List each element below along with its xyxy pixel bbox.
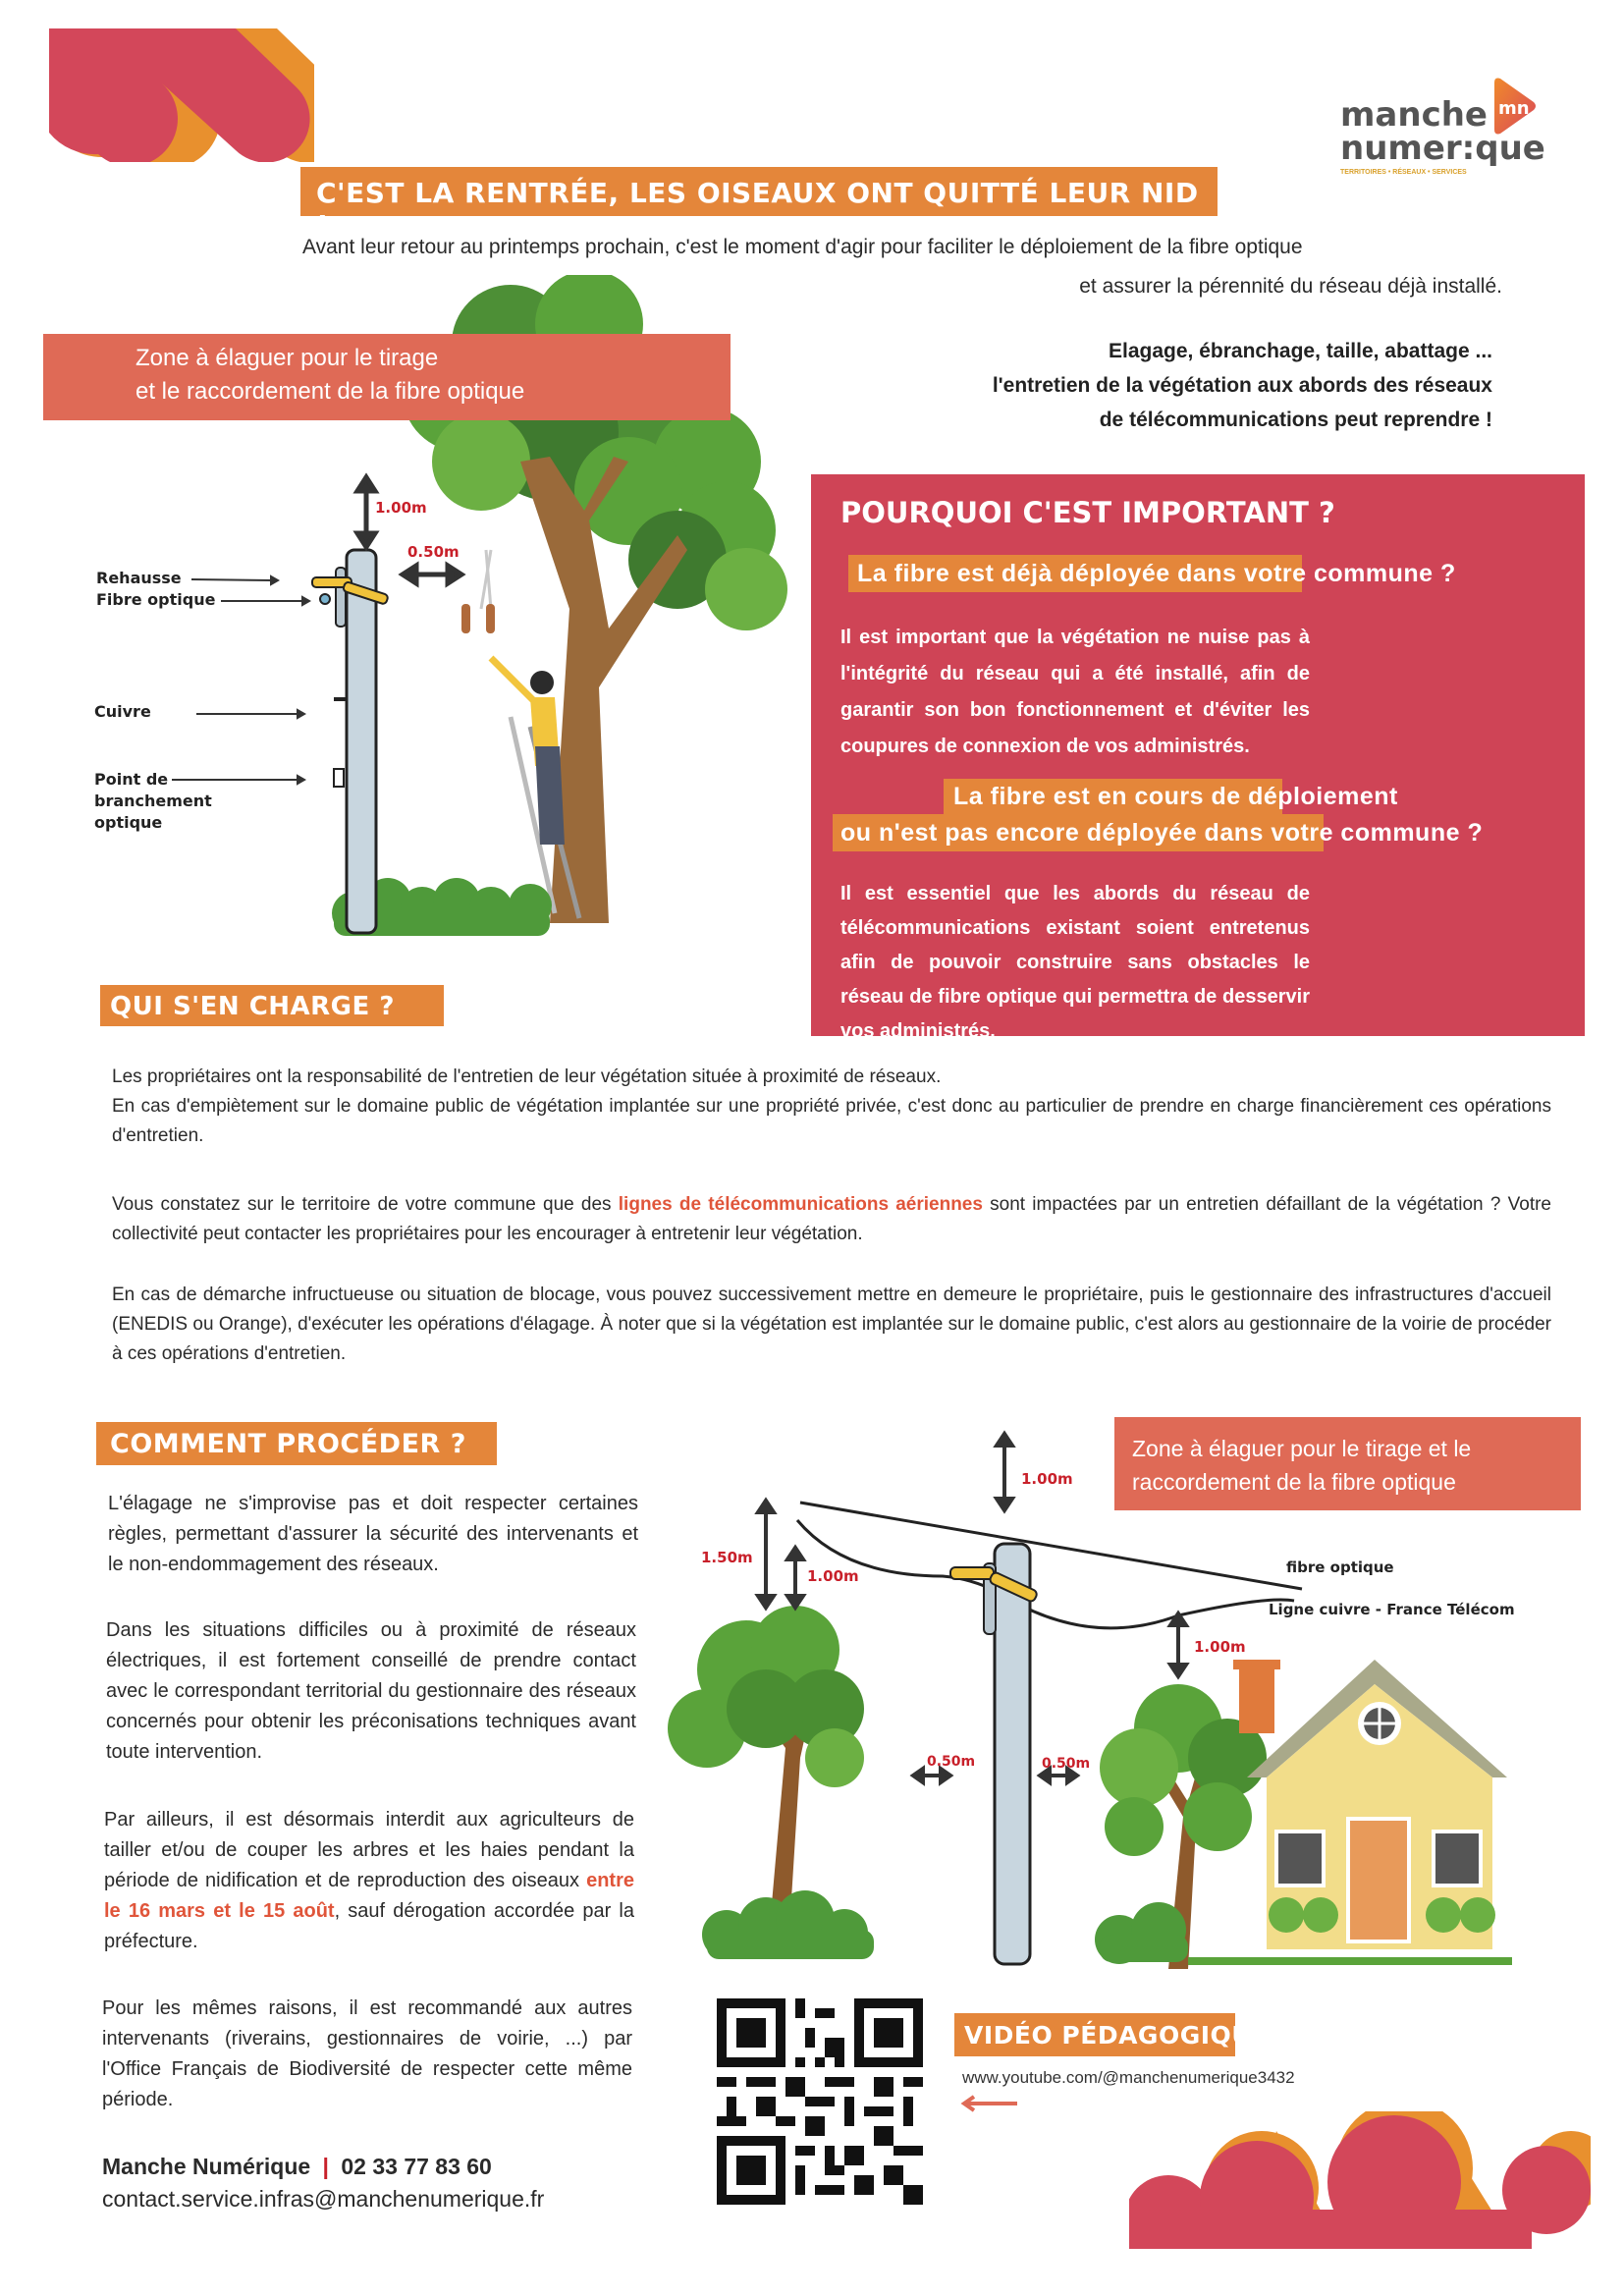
intro-line-1: Avant leur retour au printemps prochain, c'est le moment d'agir pour faciliter le déploiement de la fibre optique — [302, 236, 1303, 258]
zone-banner-1 — [43, 334, 731, 420]
why-important-panel — [811, 474, 1585, 1042]
fibre-cable — [800, 1503, 1302, 1589]
zone-banner-2-line-2: raccordement de la fibre optique — [1132, 1469, 1456, 1495]
contact-block — [102, 2151, 544, 2215]
page-title — [300, 167, 1218, 242]
why-question-2-line-2: ou n'est pas encore déployée dans votre commune ? — [840, 819, 1484, 847]
who-paragraph-2 — [112, 1190, 1551, 1249]
zone-banner-2 — [1114, 1417, 1581, 1510]
label-fibre-optique: Fibre optique — [96, 590, 216, 609]
tagline-line-1: Elagage, ébranchage, taille, abattage ... — [1109, 340, 1492, 362]
logo-play-icon — [1490, 77, 1538, 136]
label-point-branchement — [94, 769, 212, 834]
label-point-line-3: optique — [94, 813, 163, 832]
label-copper-cable: Ligne cuivre - France Télécom — [1269, 1601, 1515, 1618]
utility-pole — [347, 550, 376, 933]
tagline — [864, 334, 1492, 437]
who-p2-highlight: lignes de télécommunications aériennes — [618, 1194, 983, 1215]
how-p3-after: , sauf dérogation accordée par la préfecture. — [104, 1900, 634, 1952]
bush-left — [702, 1890, 874, 1959]
how-title-text: COMMENT PROCÉDER ? — [110, 1429, 466, 1459]
how-p3-highlight: entre le 16 mars et le 15 août — [104, 1870, 634, 1922]
video-title-text: VIDÉO PÉDAGOGIQUE — [964, 2021, 1270, 2050]
why-question-2 — [944, 779, 1398, 814]
dim2-left-side-label: 0.50m — [927, 1754, 976, 1770]
how-paragraph-2: Dans les situations difficiles ou à proximité de réseaux électriques, il est fortement conseillé de prendre contact avec le correspondant territorial du gestionnaire des réseaux concernés pour obtenir les préconisations techniques avant toute intervention. — [106, 1619, 636, 1763]
how-title — [96, 1422, 497, 1465]
tagline-line-2: l'entretien de la végétation aux abords des réseaux — [992, 374, 1492, 397]
who-paragraph-1 — [112, 1063, 1551, 1151]
decorative-blob-bottom-right — [1129, 2111, 1591, 2249]
dim2-house-label: 1.00m — [1194, 1638, 1246, 1656]
tagline-line-3: de télécommunications peut reprendre ! — [1099, 409, 1492, 431]
dim2-left-outer-label: 1.50m — [701, 1549, 753, 1566]
how-paragraph-4: Pour les mêmes raisons, il est recommandé aux autres intervenants (riverains, gestionnaires de voirie, ...) par l'Office Français de Biodiversité de respecter cette même période. — [102, 1997, 632, 2110]
zone-banner-1-line-2: et le raccordement de la fibre optique — [135, 378, 525, 405]
tree-left — [668, 1606, 864, 1915]
contact-separator: | — [322, 2154, 329, 2179]
logo-text-manche: manche — [1340, 95, 1488, 135]
who-title-text: QUI S'EN CHARGE ? — [110, 992, 395, 1021]
who-paragraph-3: En cas de démarche infructueuse ou situation de blocage, vous pouvez successivement mettre en demeure le propriétaire, puis le gestionnaire des infrastructures d'accueil (ENEDIS ou Orange), d'exécuter les opérations d'élagage. À noter que si la végétation est implantée sur le domaine public, c'est alors au gestionnaire de la voirie de procéder à ces opérations d'entretien. — [112, 1285, 1551, 1364]
contact-phone[interactable]: 02 33 77 83 60 — [341, 2154, 492, 2179]
label-rehausse: Rehausse — [96, 569, 182, 587]
contact-email[interactable]: contact.service.infras@manchenumerique.fr — [102, 2186, 545, 2212]
who-p2-before: Vous constatez sur le territoire de votre commune que des — [112, 1194, 619, 1215]
qr-code-icon[interactable] — [717, 1998, 923, 2205]
video-title — [954, 2013, 1270, 2056]
who-p1-line-2: En cas d'empiètement sur le domaine public de végétation implantée sur une propriété privée, c'est donc au particulier de prendre en charge financièrement ces opérations d'entretien. — [112, 1096, 1551, 1146]
logo-tagline: TERRITOIRES • RÉSEAUX • SERVICES — [1340, 169, 1467, 176]
how-p3-before: Par ailleurs, il est désormais interdit aux agriculteurs de tailler et/ou de couper les arbres et les haies pendant la période de nidification et de reproduction des oiseaux — [104, 1809, 634, 1891]
how-paragraph-3 — [104, 1805, 634, 1957]
utility-pole-2 — [995, 1544, 1030, 1964]
why-answer-2: Il est essentiel que les abords du réseau de télécommunications existant soient entretenus afin de pouvoir construire sans obstacles le réseau de fibre optique qui permettra de desservir vos administrés. — [840, 883, 1310, 1042]
bush-right — [1095, 1902, 1188, 1964]
dim2-left-inner-label: 1.00m — [807, 1567, 859, 1585]
arrow-left-icon — [960, 2094, 1019, 2113]
page-title-text: C'EST LA RENTRÉE, LES OISEAUX ONT QUITTÉ LEUR NID ! — [316, 177, 1199, 242]
logo-mark: mn — [1498, 98, 1530, 119]
label-cuivre: Cuivre — [94, 702, 151, 721]
label-fibre-cable: fibre optique — [1286, 1558, 1394, 1576]
logo-text-numerique: numer:que — [1340, 129, 1545, 168]
dim-top-label: 1.00m — [375, 499, 427, 517]
video-url-link[interactable]: www.youtube.com/@manchenumerique3432 — [962, 2068, 1295, 2087]
decorative-blob-top-left — [39, 25, 314, 162]
label-point-line-1: Point de — [94, 770, 169, 789]
zone-banner-1-line-1: Zone à élaguer pour le tirage — [135, 345, 439, 371]
who-p1-line-1: Les propriétaires ont la responsabilité de l'entretien de leur végétation située à proximité de réseaux. — [112, 1066, 942, 1087]
why-question-1 — [848, 555, 1456, 592]
why-question-2-line-1: La fibre est en cours de déploiement — [953, 783, 1398, 810]
intro-line-2: et assurer la pérennité du réseau déjà installé. — [1079, 275, 1502, 298]
dim2-right-side-label: 0.50m — [1042, 1756, 1091, 1772]
zone-banner-2-line-1: Zone à élaguer pour le tirage et le — [1132, 1436, 1472, 1461]
label-point-line-2: branchement — [94, 792, 212, 810]
brand-logo — [1340, 77, 1545, 185]
why-answer-1: Il est important que la végétation ne nuise pas à l'intégrité du réseau qui a été installé, afin de garantir son bon fonctionnement et d'éviter les coupures de connexion de vos administrés. — [840, 627, 1310, 757]
contact-org: Manche Numérique — [102, 2154, 311, 2179]
how-paragraph-1: L'élagage ne s'improvise pas et doit respecter certaines règles, permettant d'assurer la sécurité des intervenants et le non-endommagement des réseaux. — [108, 1493, 638, 1575]
why-question-1-text: La fibre est déjà déployée dans votre commune ? — [857, 560, 1456, 587]
dim2-top-label: 1.00m — [1021, 1470, 1073, 1488]
dim-side-label: 0.50m — [407, 543, 460, 561]
who-p2-after: sont impactées par un entretien défaillant de la végétation ? Votre collectivité peut contacter les propriétaires pour les encourager à entretenir leur végétation. — [112, 1194, 1551, 1244]
why-title: POURQUOI C'EST IMPORTANT ? — [840, 496, 1335, 529]
who-title — [100, 985, 444, 1026]
why-question-2b — [833, 814, 1484, 851]
